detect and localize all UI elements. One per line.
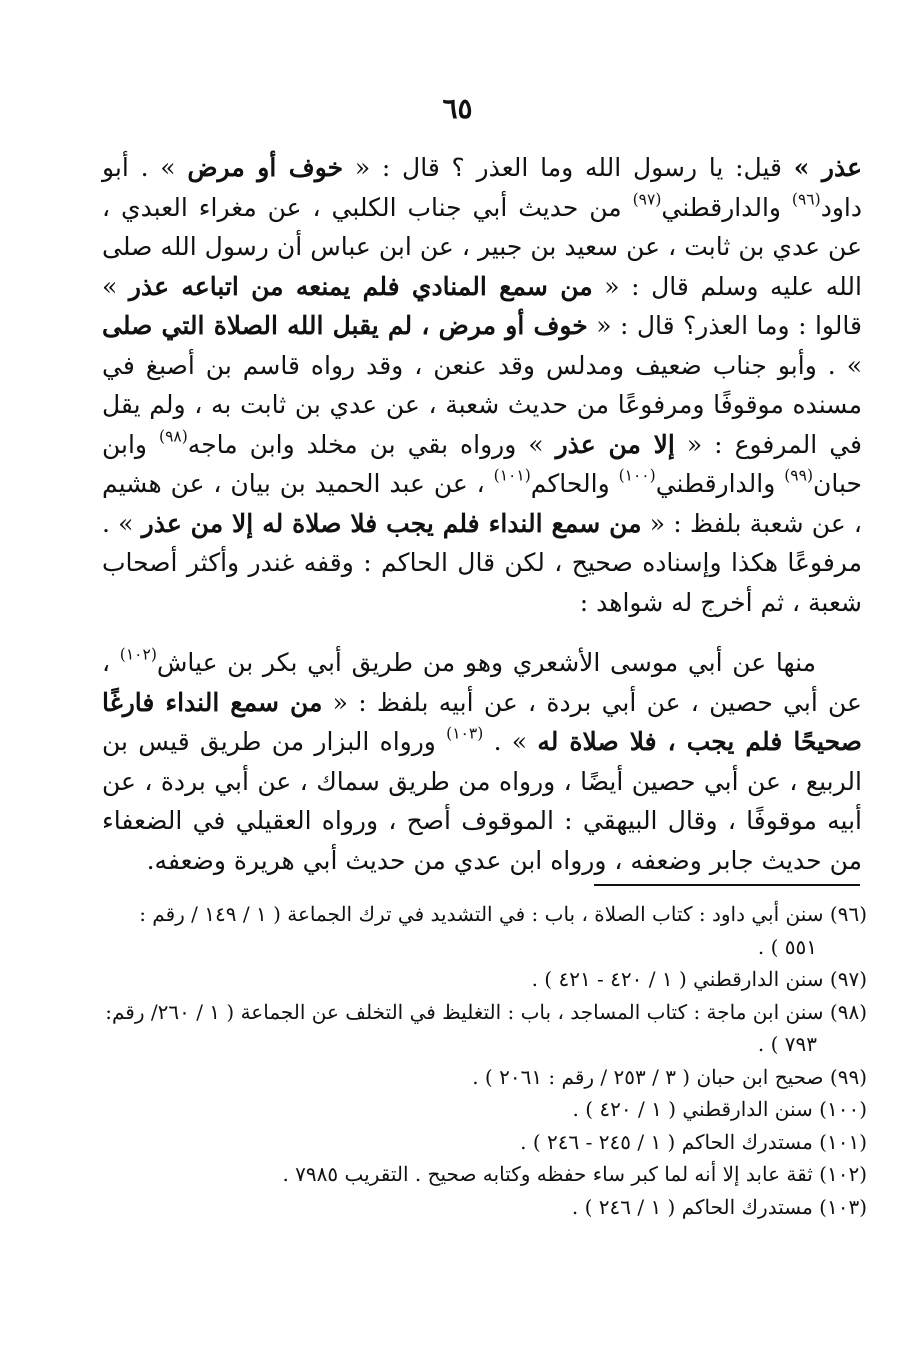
footnote: (١٠٣) مستدرك الحاكم ( ١ / ٢٤٦ ) . — [571, 1194, 867, 1219]
footnote: (٩٦) سنن أبي داود : كتاب الصلاة ، باب : في التشديد في ترك الجماعة ( ١ / ١٤٩ / رقم : ٥٥١ ) . — [139, 902, 867, 959]
text-run: من حديث أبي جناب الكلبي ، عن مغراء العبدي ، عن عدي بن ثابت ، عن سعيد بن جبير ، عن ابن عباس أن رسول الله صلى الله عليه وسلم قال : « — [102, 192, 862, 301]
footnote-ref: (٩٦) — [791, 189, 821, 208]
footnote-ref: (١٠٣) — [446, 724, 484, 743]
hadith-quote: خوف أو مرض — [187, 153, 344, 182]
footnote: (١٠٠) سنن الدارقطني ( ١ / ٤٢٠ ) . — [572, 1097, 867, 1121]
footnote-ref: (١٠٠) — [618, 466, 656, 485]
text-run: » قالوا : وما العذر؟ قال : « — [102, 271, 862, 340]
footnote-ref: (٩٧) — [632, 189, 662, 208]
text-run: قيل: يا رسول الله وما العذر ؟ قال : « — [343, 153, 794, 182]
footnote: (١٠٢) ثقة عابد إلا أنه لما كبر ساء حفظه وكتابه صحيح . التقريب ٧٩٨٥ . — [282, 1162, 867, 1186]
footnote: (١٠١) مستدرك الحاكم ( ١ / ٢٤٥ - ٢٤٦ ) . — [520, 1129, 867, 1154]
main-text — [102, 148, 862, 880]
text-run: » ورواه بقي بن مخلد وابن ماجه — [187, 429, 556, 459]
footnote-divider — [594, 884, 860, 886]
footnotes — [102, 898, 867, 1223]
footnote-ref: (٩٨) — [159, 426, 188, 445]
hadith-quote: من سمع النداء فارغًا صحيحًا فلم يجب ، فلا صلاة له — [102, 687, 862, 756]
text-run: » . وأبو جناب ضعيف ومدلس وقد عنعن ، وقد رواه قاسم بن أصبغ في مسنده موقوفًا ومرفوعًا من حديث شعبة ، عن عدي بن ثابت به ، ولم يقل في المرفوع : « — [102, 350, 862, 459]
hadith-quote: عذر » — [793, 153, 862, 182]
hadith-quote: من سمع النداء فلم يجب فلا صلاة له إلا من عذر — [141, 508, 642, 538]
hadith-quote: خوف أو مرض ، لم يقبل الله الصلاة التي صلى — [102, 311, 588, 340]
text-run: والدارقطني — [655, 469, 785, 498]
text-run: ، عن أبي حصين ، عن أبي بردة ، عن أبيه بلفظ : « — [102, 648, 862, 717]
text-run: » . — [483, 727, 538, 756]
paragraph — [102, 148, 862, 622]
text-run: والدارقطني — [661, 192, 792, 222]
text-run: منها عن أبي موسى الأشعري وهو من طريق أبي بكر بن عياش — [156, 648, 817, 677]
text-run: ورواه البزار من طريق قيس بن الربيع ، عن أبي حصين أيضًا ، ورواه من طريق سماك ، عن أبي بردة ، عن أبيه موقوفًا ، وقال البيهقي : الموقوف أصح ، ورواه العقيلي في الضعفاء من حديث جابر وضعفه ، ورواه ابن عدي من حديث أبي هريرة وضعفه. — [102, 727, 862, 875]
paragraph — [102, 643, 862, 880]
text-run: والحاكم — [530, 469, 619, 498]
footnote-ref: (١٠٢) — [119, 645, 157, 664]
footnote: (٩٧) سنن الدارقطني ( ١ / ٤٢٠ - ٤٢١ ) . — [531, 967, 867, 991]
footnote: (٩٩) صحيح ابن حبان ( ٣ / ٢٥٣ / رقم : ٢٠٦١ ) . — [472, 1064, 867, 1089]
text-run: » . أبو داود — [102, 153, 862, 222]
hadith-quote: من سمع المنادي فلم يمنعه من اتباعه عذر — [128, 271, 593, 301]
text-run: ، عن عبد الحميد بن بيان ، عن هشيم ، عن شعبة بلفظ : « — [102, 469, 862, 538]
text-run: » . مرفوعًا هكذا وإسناده صحيح ، لكن قال الحاكم : وقفه غندر وأكثر أصحاب شعبة ، ثم أخرج له شواهد : — [102, 508, 862, 617]
text-run: وابن حبان — [102, 429, 862, 498]
footnote-ref: (٩٩) — [784, 466, 813, 485]
hadith-quote: إلا من عذر — [555, 429, 675, 459]
page-number: ٦٥ — [442, 92, 473, 125]
footnote: (٩٨) سنن ابن ماجة : كتاب المساجد ، باب : التغليظ في التخلف عن الجماعة ( ١ / ٢٦٠/ رقم: ٧٩٣ ) . — [105, 999, 867, 1056]
footnote-ref: (١٠١) — [493, 466, 531, 485]
